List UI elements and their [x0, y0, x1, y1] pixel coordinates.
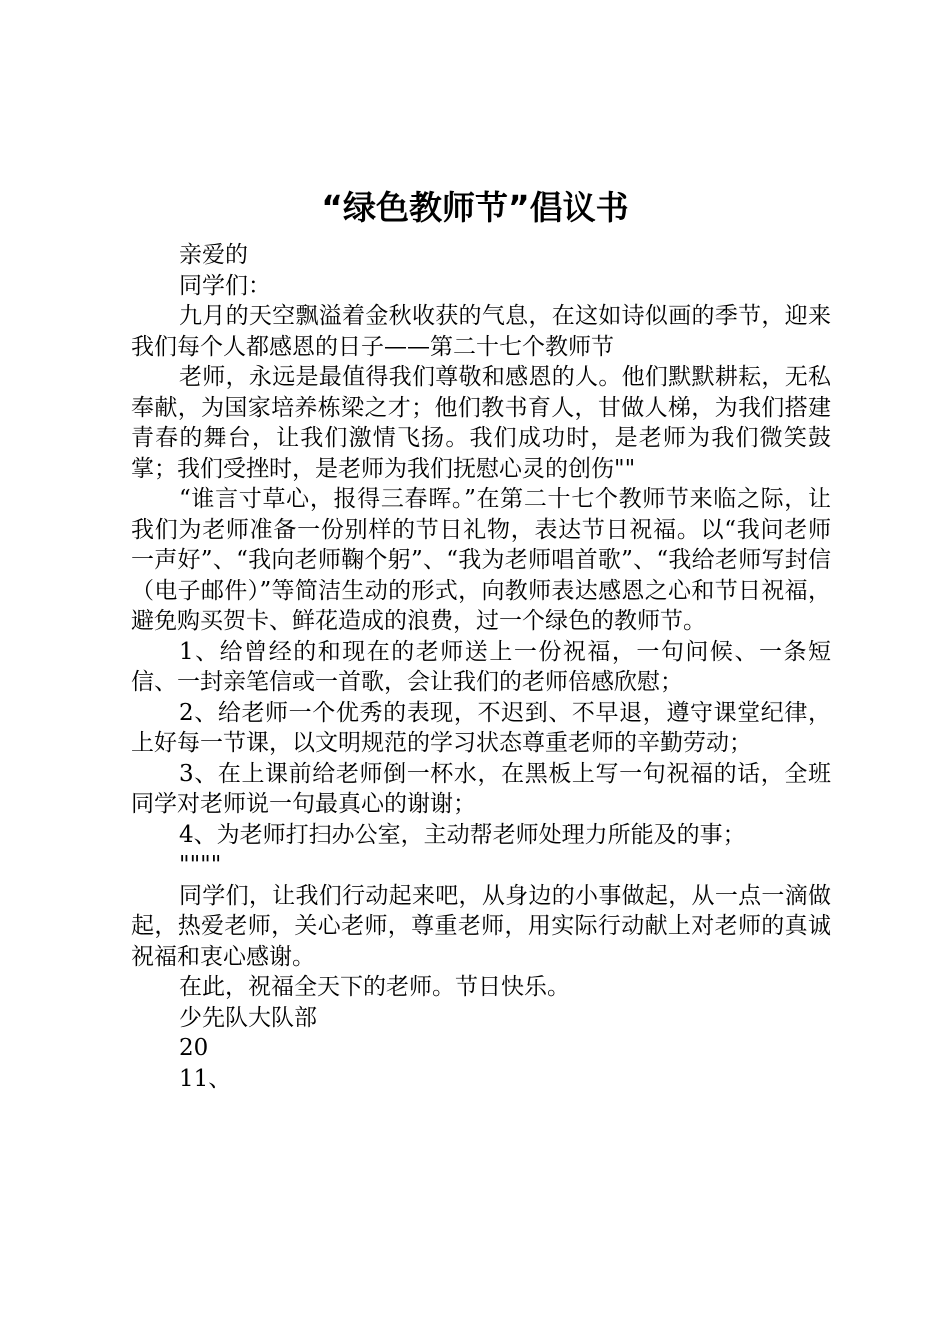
- greeting-line-1: 亲爱的: [179, 242, 248, 268]
- closing-blessing: 在此，祝福全天下的老师。节日快乐。: [179, 974, 570, 1000]
- document-title: “绿色教师节”倡议书: [321, 188, 629, 227]
- greeting-line-2: 同学们：: [179, 272, 271, 299]
- date-line-year: 20: [179, 1035, 209, 1061]
- list-item-1: 1、给曾经的和现在的老师送上一份祝福，一句问候、一条短信、一封亲笔信或一首歌，会让我们的老师倍感欣慰；: [131, 638, 831, 695]
- quote-marks-line: """": [179, 852, 222, 878]
- paragraph-call-to-action: 同学们，让我们行动起来吧，从身边的小事做起，从一点一滴做起，热爱老师，关心老师，尊重老师，用实际行动献上对老师的真诚祝福和衷心感谢。: [131, 882, 831, 970]
- list-item-3: 3、在上课前给老师倒一杯水，在黑板上写一句祝福的话，全班同学对老师说一句最真心的谢谢；: [131, 760, 831, 817]
- signature-organization: 少先队大队部: [179, 1004, 317, 1031]
- paragraph-teachers: 老师，永远是最值得我们尊敬和感恩的人。他们默默耕耘，无私奉献，为国家培养栋梁之才；他们教书育人，甘做人梯，为我们搭建青春的舞台，让我们激情飞扬。我们成功时，是老师为我们微笑鼓掌；我们受挫时，是老师为我们抚慰心灵的创伤"": [131, 364, 831, 482]
- paragraph-proposal: “谁言寸草心，报得三春晖。”在第二十七个教师节来临之际，让我们为老师准备一份别样的节日礼物，表达节日祝福。以“我问老师一声好”、“我向老师鞠个躬”、“我为老师唱首歌”、“我给老师写封信（电子邮件）”等简洁生动的形式，向教师表达感恩之心和节日祝福，避免购买贺卡、鲜花造成的浪费，过一个绿色的教师节。: [131, 486, 831, 634]
- list-item-4: 4、为老师打扫办公室，主动帮老师处理力所能及的事；: [179, 821, 746, 848]
- date-line-month: 11、: [179, 1065, 232, 1092]
- paragraph-intro: 九月的天空飘溢着金秋收获的气息，在这如诗似画的季节，迎来我们每个人都感恩的日子——第二十七个教师节: [131, 303, 831, 360]
- document-body: [131, 240, 831, 1094]
- list-item-2: 2、给老师一个优秀的表现，不迟到、不早退，遵守课堂纪律，上好每一节课，以文明规范的学习状态尊重老师的辛勤劳动；: [131, 699, 831, 756]
